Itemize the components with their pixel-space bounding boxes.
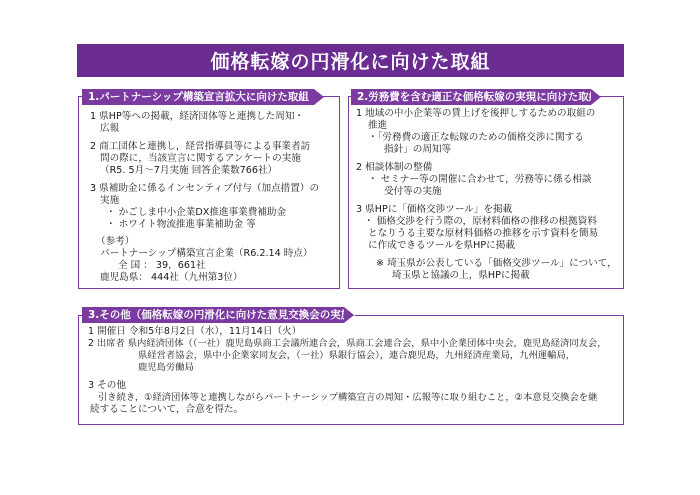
text-line: 受付等の実施 <box>384 186 442 197</box>
text-line: 指針」の周知等 <box>384 144 452 155</box>
text-line: ・「労務費の適正な転嫁のための価格交渉に関する <box>368 132 584 143</box>
text-line: 鹿児島県： 444社（九州第3位） <box>100 272 243 283</box>
text-line: 2 相談体制の整備 <box>356 162 433 173</box>
section-other-heading: 3.その他（価格転嫁の円滑化に向けた意見交換会の実施） <box>82 307 344 323</box>
text-line: 3 その他 <box>88 380 126 391</box>
section-partnership-heading: 1.パートナーシップ構築宣言拡大に向けた取組 <box>82 89 314 105</box>
text-line: ・ かごしま中小企業DX推進事業費補助金 <box>106 207 287 218</box>
text-line: 1 開催日 令和5年8月2日（水），11月14日（火） <box>88 326 302 337</box>
text-line: 県経営者協会，県中小企業家同友会，（一社）県銀行協会），連合鹿児島，九州経済産業局，九州運輸局， <box>138 350 575 361</box>
section-labor-cost-heading: 2.労務費を含む適正な価格転嫁の実現に向けた取組 <box>351 89 591 105</box>
text-line: パートナーシップ構築宣言企業（R6.2.14 時点） <box>100 248 313 259</box>
text-line: （R5. 5月～7月実施 回答企業数766社） <box>100 165 278 176</box>
text-line: 埼玉県と協議の上，県HPに掲載 <box>392 270 530 281</box>
text-line: ・ 価格交渉を行う際の，原材料価格の推移の根拠資料 <box>364 216 597 227</box>
text-line: 3 県HPに「価格交渉ツール」を掲載 <box>356 204 513 215</box>
text-line: 2 商工団体と連携し，経営指導員等による事業者訪 <box>90 141 311 152</box>
text-line: 続することについて，合意を得た。 <box>90 404 244 415</box>
text-line: 全 国 ： 39，661社 <box>118 260 206 271</box>
text-line: ・ ホワイト物流推進事業補助金 等 <box>106 219 256 230</box>
text-line: 鹿児島労働局 <box>138 362 194 373</box>
text-line: （参考） <box>96 236 135 247</box>
text-line: に作成できるツールを県HPに掲載 <box>368 240 515 251</box>
text-line: 広報 <box>100 123 120 134</box>
text-line: 2 出席者 県内経済団体（（一社）鹿児島県商工会議所連合会，県商工会連合会，県中小企業団体中央会，鹿児島経済同友会， <box>88 338 607 349</box>
text-line: 3 県補助金に係るインセンティブ付与（加点措置）の <box>90 183 320 194</box>
text-line: 引き続き，①経済団体等と連携しながらパートナーシップ構築宣言の周知・広報等に取り組むこと，②本意見交換会を継 <box>98 392 598 403</box>
text-line: となりうる主要な原材料価格の推移を示す資料を簡易 <box>368 228 599 239</box>
text-line: 問の際に，当該宣言に関するアンケートの実施 <box>100 153 301 164</box>
text-line: ※ 埼玉県が公表している「価格交渉ツール」について， <box>376 258 617 269</box>
text-line: 1 地域の中小企業等の賃上げを後押しするための取組の <box>356 108 596 119</box>
text-line: ・ セミナー等の開催に合わせて，労務等に係る相談 <box>368 174 592 185</box>
text-line: 実施 <box>100 195 120 206</box>
text-line: 推進 <box>368 120 388 131</box>
text-line: 1 県HP等への掲載，経済団体等と連携した周知・ <box>90 111 305 122</box>
page-title: 価格転嫁の円滑化に向けた取組 <box>77 44 624 77</box>
